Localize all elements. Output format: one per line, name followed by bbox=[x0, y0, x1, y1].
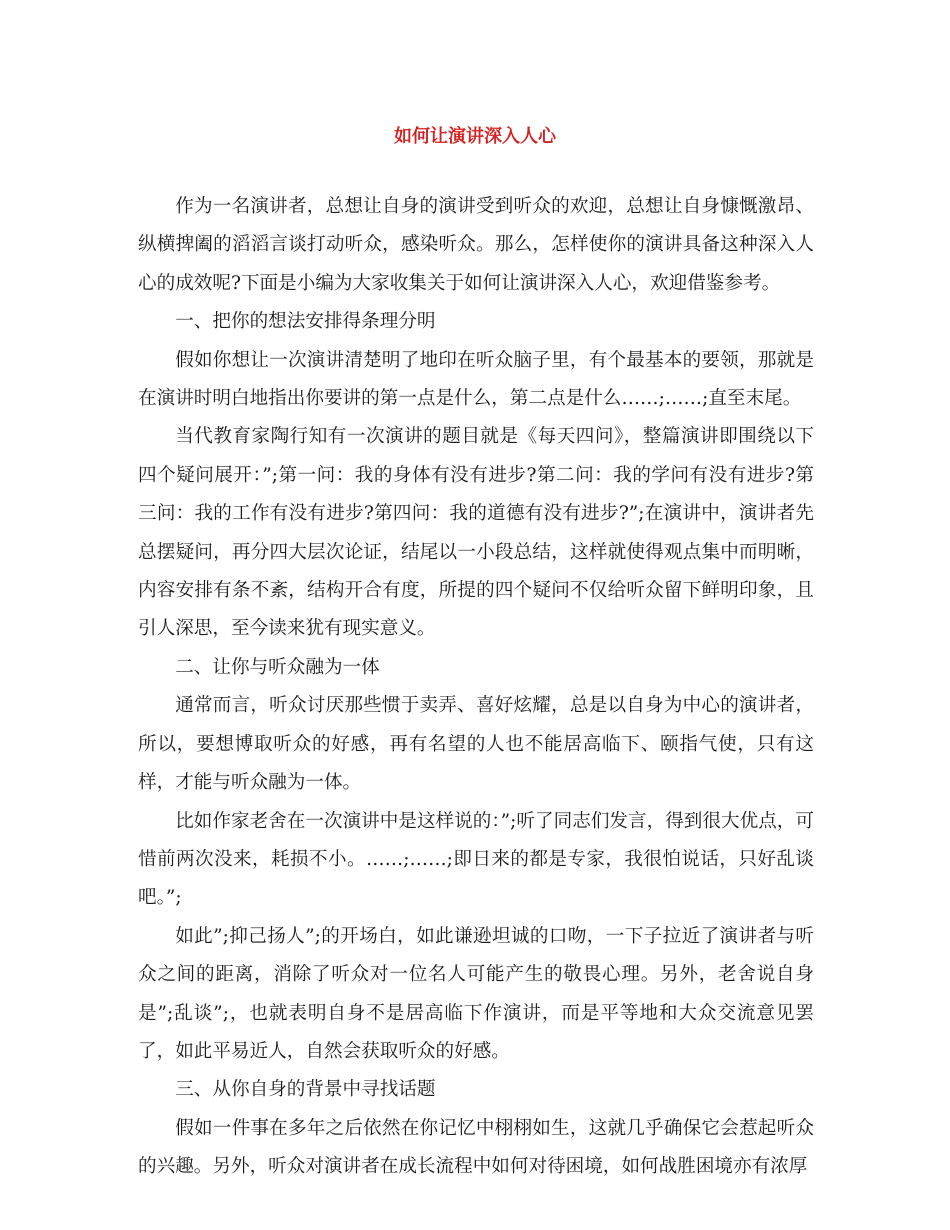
section-heading-3: 三、从你自身的背景中寻找话题 bbox=[175, 1079, 436, 1101]
paragraph-2c: 如此”;抑己扬人”;的开场白，如此谦逊坦诚的口吻，一下子拉近了演讲者与听众之间的距离，消除了听众对一位名人可能产生的敬畏心理。另外，老舍说自身是”;乱谈”;，也就表明自身不是居高临下作演讲，而是平等地和大众交流意见罢了，如此平易近人，自然会获取听众的好感。 bbox=[138, 925, 814, 1062]
document-body bbox=[138, 188, 814, 1187]
document-title: 如何让演讲深入人心 bbox=[394, 126, 556, 147]
paragraph-2b: 比如作家老舍在一次演讲中是这样说的：”;听了同志们发言，得到很大优点，可惜前两次没来，耗损不小。……;……;即日来的都是专家，我很怕说话，只好乱谈吧。”; bbox=[138, 810, 814, 909]
paragraph-intro: 作为一名演讲者，总想让自身的演讲受到听众的欢迎，总想让自身慷慨激昂、纵横捭阖的滔滔言谈打动听众，感染听众。那么，怎样使你的演讲具备这种深入人心的成效呢?下面是小编为大家收集关于如何让演讲深入人心，欢迎借鉴参考。 bbox=[138, 196, 814, 294]
paragraph-2a: 通常而言，听众讨厌那些惯于卖弄、喜好炫耀，总是以自身为中心的演讲者，所以，要想博取听众的好感，再有名望的人也不能居高临下、颐指气使，只有这样，才能与听众融为一体。 bbox=[138, 695, 814, 794]
paragraph-3a: 假如一件事在多年之后依然在你记忆中栩栩如生，这就几乎确保它会惹起听众的兴趣。另外，听众对演讲者在成长流程中如何对待困境，如何战胜困境亦有浓厚 bbox=[138, 1117, 814, 1178]
section-heading-2: 二、让你与听众融为一体 bbox=[175, 656, 380, 678]
paragraph-1a: 假如你想让一次演讲清楚明了地印在听众脑子里，有个最基本的要领，那就是在演讲时明白地指出你要讲的第一点是什么，第二点是什么……;……;直至末尾。 bbox=[138, 349, 814, 410]
section-heading-1: 一、把你的想法安排得条理分明 bbox=[175, 311, 436, 333]
paragraph-1b: 当代教育家陶行知有一次演讲的题目就是《每天四问》，整篇演讲即围绕以下四个疑问展开：”;第一问：我的身体有没有进步?第二问：我的学问有没有进步?第三问：我的工作有没有进步?第四问：我的道德有没有进步?”;在演讲中，演讲者先总摆疑问，再分四大层次论证，结尾以一小段总结，这样就使得观点集中而明晰，内容安排有条不紊，结构开合有度，所提的四个疑问不仅给听众留下鲜明印象，且引人深思，至今读来犹有现实意义。 bbox=[138, 426, 814, 640]
